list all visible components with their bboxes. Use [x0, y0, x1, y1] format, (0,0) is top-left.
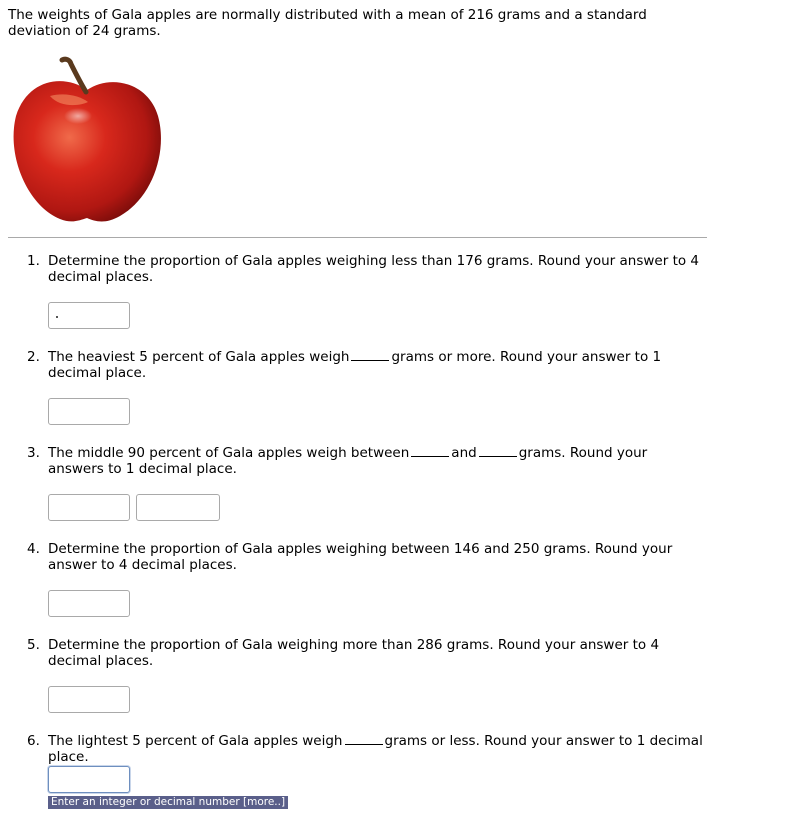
- question-text: The heaviest 5 percent of Gala apples weigh grams or more. Round your answer to 1 decimal place.: [48, 349, 662, 381]
- answer-input-2[interactable]: [48, 398, 130, 425]
- question-2: [27, 349, 707, 381]
- apple-image: [10, 56, 164, 226]
- question-number: 5.: [27, 637, 40, 653]
- question-number: 6.: [27, 733, 40, 749]
- blank-line: [411, 445, 449, 457]
- question-number: 4.: [27, 541, 40, 557]
- question-4: [27, 541, 707, 573]
- question-text: Determine the proportion of Gala weighing more than 286 grams. Round your answer to 4 decimal places.: [48, 637, 660, 669]
- question-text: Determine the proportion of Gala apples weighing less than 176 grams. Round your answer to 4 decimal places.: [48, 253, 699, 285]
- question-number: 1.: [27, 253, 40, 269]
- question-1: [27, 253, 707, 285]
- answer-input-5[interactable]: [48, 686, 130, 713]
- section-divider: [8, 237, 707, 238]
- answer-input-3a[interactable]: [48, 494, 130, 521]
- answer-input-1[interactable]: [48, 302, 130, 329]
- answer-input-3b[interactable]: [136, 494, 220, 521]
- question-5: [27, 637, 707, 669]
- question-text: Determine the proportion of Gala apples weighing between 146 and 250 grams. Round your answer to 4 decimal places.: [48, 541, 673, 573]
- question-number: 2.: [27, 349, 40, 365]
- blank-line: [345, 733, 383, 745]
- question-3: [27, 445, 707, 477]
- question-number: 3.: [27, 445, 40, 461]
- blank-line: [351, 349, 389, 361]
- problem-intro: The weights of Gala apples are normally distributed with a mean of 216 grams and a standard deviation of 24 grams.: [8, 7, 647, 39]
- answer-input-6[interactable]: [48, 766, 130, 793]
- answer-input-4[interactable]: [48, 590, 130, 617]
- input-hint-tooltip[interactable]: Enter an integer or decimal number [more..]: [48, 796, 288, 809]
- question-6: [27, 733, 707, 765]
- input-cursor-mark: [56, 316, 58, 318]
- question-text: The middle 90 percent of Gala apples weigh between and grams. Round your answers to 1 decimal place.: [48, 445, 648, 477]
- blank-line: [479, 445, 517, 457]
- question-text: The lightest 5 percent of Gala apples weigh grams or less. Round your answer to 1 decimal place.: [48, 733, 703, 765]
